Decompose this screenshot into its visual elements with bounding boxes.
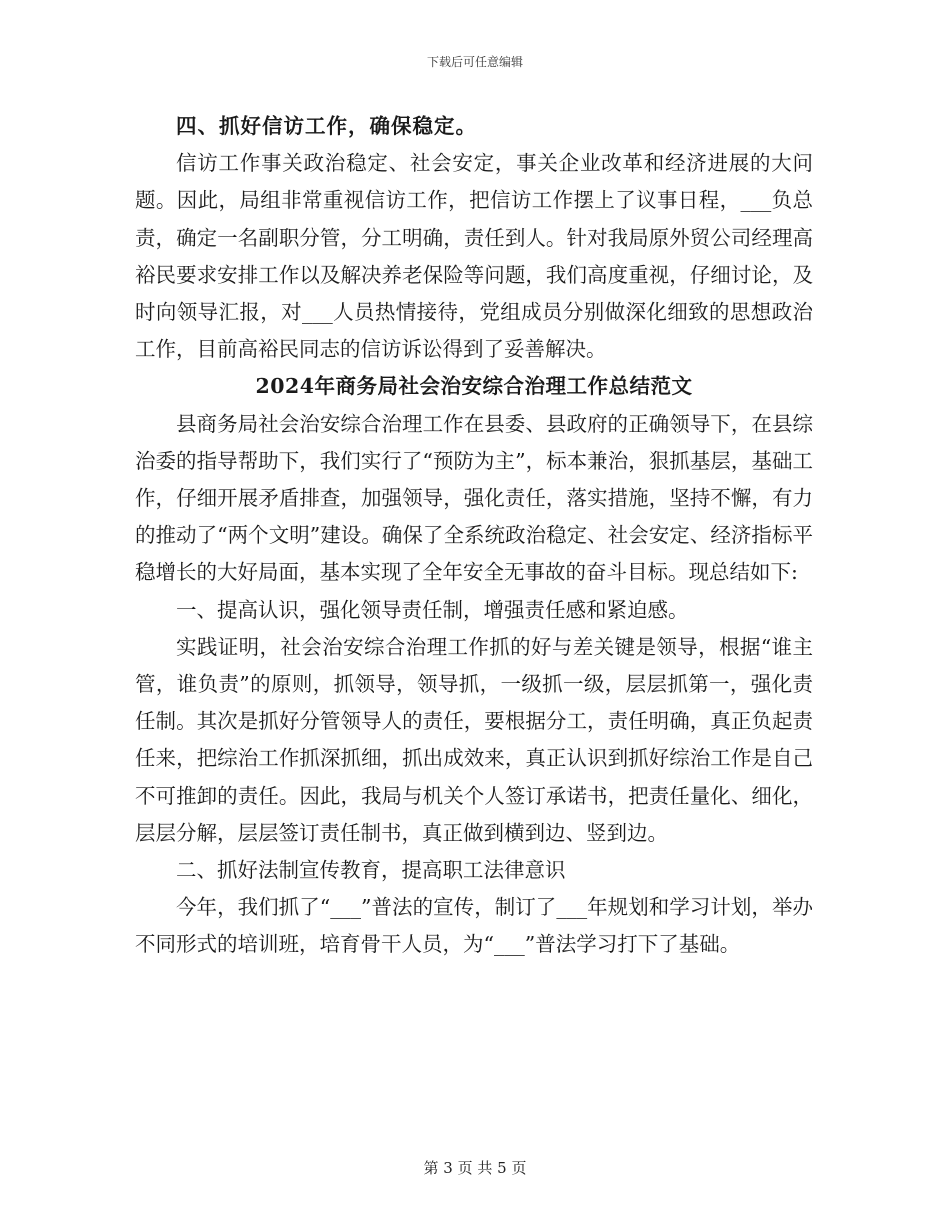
section4-heading: 四、抓好信访工作，确保稳定。 xyxy=(176,114,477,138)
page-header: 下载后可任意编辑 xyxy=(426,55,523,69)
point2-paragraph: 今年，我们抓了“___”普法的宣传，制订了___年规划和学习计划，举办不同形式的培训班，培育骨干人员，为“___”普法学习打下了基础。 xyxy=(135,895,813,957)
intro-paragraph: 县商务局社会治安综合治理工作在县委、县政府的正确领导下，在县综治委的指导帮助下，我们实行了“预防为主”，标本兼治，狠抓基层，基础工作，仔细开展矛盾排查，加强领导，强化责任，落实措施，坚持不懈，有力的推动了“两个文明”建设。确保了全系统政治稳定、社会安定、经济指标平稳增长的大好局面，基本实现了全年安全无事故的奋斗目标。现总结如下: xyxy=(135,411,813,585)
point2-heading: 二、抓好法制宣传教育，提高职工法律意识 xyxy=(176,858,566,883)
point1-heading: 一、提高认识，强化领导责任制，增强责任感和紧迫感。 xyxy=(176,597,689,622)
point1-paragraph: 实践证明，社会治安综合治理工作抓的好与差关键是领导，根据“谁主管，谁负责”的原则，抓领导，领导抓，一级抓一级，层层抓第一，强化责任制。其次是抓好分管领导人的责任，要根据分工，责任明确，真正负起责任来，把综治工作抓深抓细，抓出成效来，真正认识到抓好综治工作是自己不可推卸的责任。因此，我局与机关个人签订承诺书，把责任量化、细化，层层分解，层层签订责任制书，真正做到横到边、竖到边。 xyxy=(135,634,813,845)
page-footer: 第 3 页 共 5 页 xyxy=(423,1159,527,1177)
section4-paragraph: 信访工作事关政治稳定、社会安定，事关企业改革和经济进展的大问题。因此，局组非常重视信访工作，把信访工作摆上了议事日程，___负总责，确定一名副职分管，分工明确，责任到人。针对我局原外贸公司经理高裕民要求安排工作以及解决养老保险等问题，我们高度重视，仔细讨论，及时向领导汇报，对___人员热情接待，党组成员分别做深化细致的思想政治工作，目前高裕民同志的信访诉讼得到了妥善解决。 xyxy=(135,151,813,362)
document-body xyxy=(135,108,813,964)
article-title: 2024年商务局社会治安综合治理工作总结范文 xyxy=(255,374,693,399)
